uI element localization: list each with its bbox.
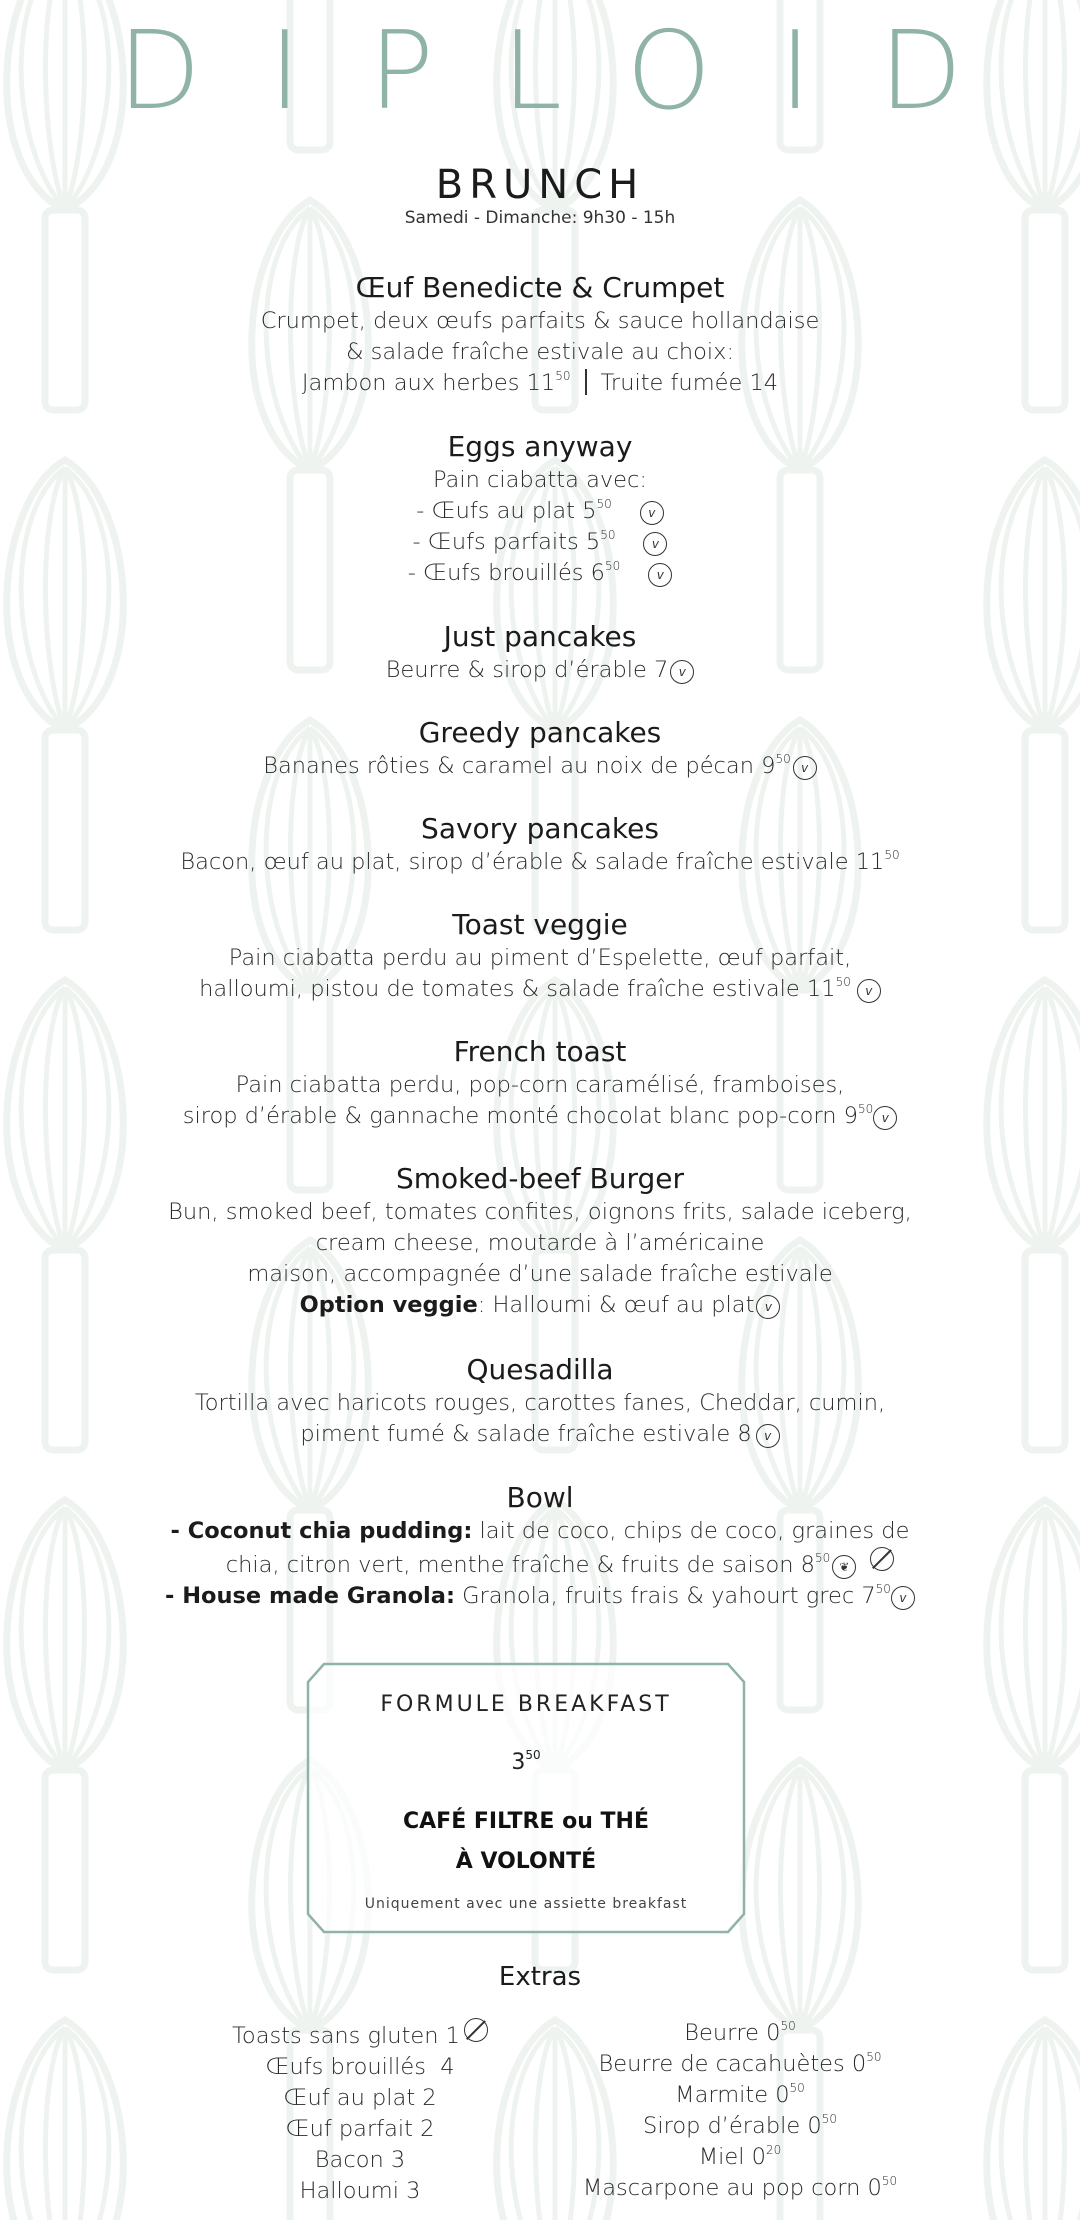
menu-item-savory-pancakes: [0, 811, 1080, 878]
item-title: Œuf Benedicte & Crumpet: [355, 271, 725, 304]
item-desc-text: sirop d’érable & gannache monté chocolat blanc pop-corn 9: [182, 1103, 858, 1129]
extras-left-column: [200, 2018, 520, 2207]
menu-title: BRUNCH: [435, 162, 645, 208]
veggie-icon: v: [670, 660, 694, 684]
item-desc-line: Crumpet, deux œufs parfaits & sauce hollandaise: [260, 308, 820, 334]
price-cents: 50: [780, 2019, 796, 2033]
menu-item-quesadilla: [0, 1352, 1080, 1450]
menu-item-eggs-anyway: [0, 429, 1080, 589]
extra-text: Mascarpone au pop corn 0: [582, 2175, 882, 2201]
bowl-option-a-cont: [0, 1547, 1080, 1581]
divider: [585, 369, 587, 395]
veggie-icon: v: [891, 1586, 915, 1610]
extra-item: Œuf au plat 2: [283, 2085, 437, 2111]
item-desc-text: halloumi, pistou de tomates & salade fraîche estivale 11: [199, 976, 836, 1002]
price-cents: 50: [814, 1551, 831, 1565]
bowl-option-a: [0, 1516, 1080, 1547]
veggie-icon: v: [648, 563, 672, 587]
item-title: French toast: [453, 1035, 627, 1068]
choice-jambon: Jambon aux herbes 11: [301, 370, 556, 396]
formule-price: [306, 1750, 746, 1775]
option-label: - House made Granola:: [165, 1583, 455, 1609]
item-desc-line: maison, accompagnée d’une salade fraîche estivale: [247, 1261, 833, 1287]
item-choices: [0, 368, 1080, 399]
veggie-option-line: [0, 1290, 1080, 1321]
formule-title: FORMULE BREAKFAST: [380, 1692, 672, 1717]
item-desc-line: [0, 847, 1080, 878]
price-cents: 50: [604, 559, 621, 573]
extra-text: Beurre de cacahuètes 0: [598, 2051, 867, 2077]
extra-item: [560, 2173, 920, 2204]
price-cents: 50: [525, 1748, 541, 1762]
item-desc-text: piment fumé & salade fraîche estivale 8: [300, 1421, 752, 1447]
item-intro: Pain ciabatta avec:: [433, 467, 647, 493]
extra-item: [560, 2080, 920, 2111]
option-line: [0, 496, 1080, 527]
veggie-icon: v: [643, 532, 667, 556]
extra-text: Beurre 0: [684, 2020, 781, 2046]
price-cents: 50: [835, 975, 851, 989]
option-line: [0, 558, 1080, 589]
item-desc-line: & salade fraîche estivale au choix:: [345, 339, 735, 365]
option-label: Option veggie: [299, 1292, 478, 1318]
item-title: Bowl: [506, 1481, 574, 1514]
extra-text: Toasts sans gluten 1: [232, 2023, 460, 2049]
veggie-icon: v: [640, 501, 664, 525]
menu-item-oeuf-benedicte: [0, 270, 1080, 399]
formule-line: À VOLONTÉ: [455, 1849, 597, 1874]
extra-item: [560, 2018, 920, 2049]
price-cents: 50: [600, 528, 616, 542]
item-title: Savory pancakes: [421, 812, 659, 845]
item-desc-line: Bun, smoked beef, tomates confites, oignons frits, salade iceberg,: [168, 1199, 912, 1225]
option-text: - Œufs brouillés 6: [407, 560, 605, 586]
extra-item: Bacon 3: [314, 2147, 406, 2173]
price-cents: 50: [858, 1102, 874, 1116]
item-desc-line: Pain ciabatta perdu au piment d’Espelette, œuf parfait,: [228, 945, 852, 971]
extra-item: [560, 2049, 920, 2080]
opening-hours: Samedi - Dimanche: 9h30 - 15h: [404, 208, 676, 228]
veggie-icon: v: [857, 979, 881, 1003]
menu-item-bowl: [0, 1480, 1080, 1612]
price-cents: 50: [884, 848, 900, 862]
item-desc-line: [0, 974, 1080, 1005]
item-desc-text: Bananes rôties & caramel au noix de pécan 9: [263, 753, 776, 779]
brand-logo: DIPLOID: [117, 9, 1031, 134]
extras-right-column: [560, 2018, 920, 2204]
item-desc-line: [0, 751, 1080, 782]
veggie-icon: v: [756, 1295, 780, 1319]
menu-item-french-toast: [0, 1034, 1080, 1132]
option-text: - Œufs parfaits 5: [412, 529, 601, 555]
price-cents: 50: [875, 1582, 891, 1596]
menu-item-just-pancakes: [0, 619, 1080, 686]
extra-text: Sirop d’érable 0: [643, 2113, 822, 2139]
formule-line: CAFÉ FILTRE ou THÉ: [403, 1809, 649, 1834]
extra-text: Marmite 0: [675, 2082, 790, 2108]
option-text: lait de coco, chips de coco, graines de: [472, 1518, 910, 1544]
formule-breakfast-box: [306, 1662, 746, 1934]
extra-item: [560, 2142, 920, 2173]
item-desc-line: [0, 655, 1080, 686]
veggie-icon: v: [756, 1424, 780, 1448]
item-title: Smoked-beef Burger: [396, 1162, 684, 1195]
extra-item: [560, 2111, 920, 2142]
price-main: 3: [511, 1750, 526, 1775]
item-desc-text: Bacon, œuf au plat, sirop d’érable & salade fraîche estivale 11: [180, 849, 885, 875]
price-cents: 50: [881, 2174, 898, 2188]
veggie-icon: v: [873, 1106, 897, 1130]
item-desc-line: cream cheese, moutarde à l’américaine: [315, 1230, 765, 1256]
item-title: Greedy pancakes: [418, 716, 662, 749]
option-line: [0, 527, 1080, 558]
option-text: - Œufs au plat 5: [416, 498, 597, 524]
price-cents: 50: [821, 2112, 837, 2126]
gluten-free-icon: [464, 2018, 488, 2042]
option-text: chia, citron vert, menthe fraîche & fruits de saison 8: [225, 1552, 815, 1578]
price-cents: 50: [555, 369, 571, 383]
extra-item: Œuf parfait 2: [285, 2116, 435, 2142]
price-cents: 50: [596, 497, 612, 511]
option-label: - Coconut chia pudding:: [170, 1518, 473, 1544]
option-text: : Halloumi & œuf au plat: [477, 1292, 755, 1318]
option-text: Granola, fruits frais & yahourt grec 7: [454, 1583, 876, 1609]
extra-item: Halloumi 3: [299, 2178, 421, 2204]
extra-item: Œufs brouillés 4: [265, 2054, 455, 2080]
bowl-option-b: [0, 1581, 1080, 1612]
extras-title: Extras: [498, 1962, 582, 1992]
formule-body: [306, 1802, 746, 1882]
price-cents: 50: [775, 752, 791, 766]
item-desc-line: [0, 1101, 1080, 1132]
item-title: Quesadilla: [466, 1353, 614, 1386]
price-cents: 50: [866, 2050, 882, 2064]
price-cents: 50: [789, 2081, 805, 2095]
item-desc-line: [0, 1419, 1080, 1450]
item-desc-line: Tortilla avec haricots rouges, carottes fanes, Cheddar, cumin,: [194, 1390, 886, 1416]
extra-item: [200, 2018, 520, 2052]
item-title: Just pancakes: [443, 620, 637, 653]
veggie-icon: v: [793, 756, 817, 780]
menu-item-smoked-beef-burger: [0, 1161, 1080, 1321]
gluten-free-icon: [870, 1547, 894, 1571]
choice-truite: Truite fumée 14: [600, 370, 779, 396]
price-cents: 20: [765, 2143, 782, 2157]
vegan-icon: ❦: [832, 1555, 856, 1579]
menu-item-toast-veggie: [0, 907, 1080, 1005]
formule-note: Uniquement avec une assiette breakfast: [364, 1896, 688, 1912]
item-desc-text: Beurre & sirop d’érable 7: [385, 657, 669, 683]
item-title: Eggs anyway: [447, 430, 633, 463]
extra-text: Miel 0: [698, 2144, 766, 2170]
item-title: Toast veggie: [452, 908, 628, 941]
menu-item-greedy-pancakes: [0, 715, 1080, 782]
item-desc-line: Pain ciabatta perdu, pop-corn caramélisé, framboises,: [235, 1072, 845, 1098]
